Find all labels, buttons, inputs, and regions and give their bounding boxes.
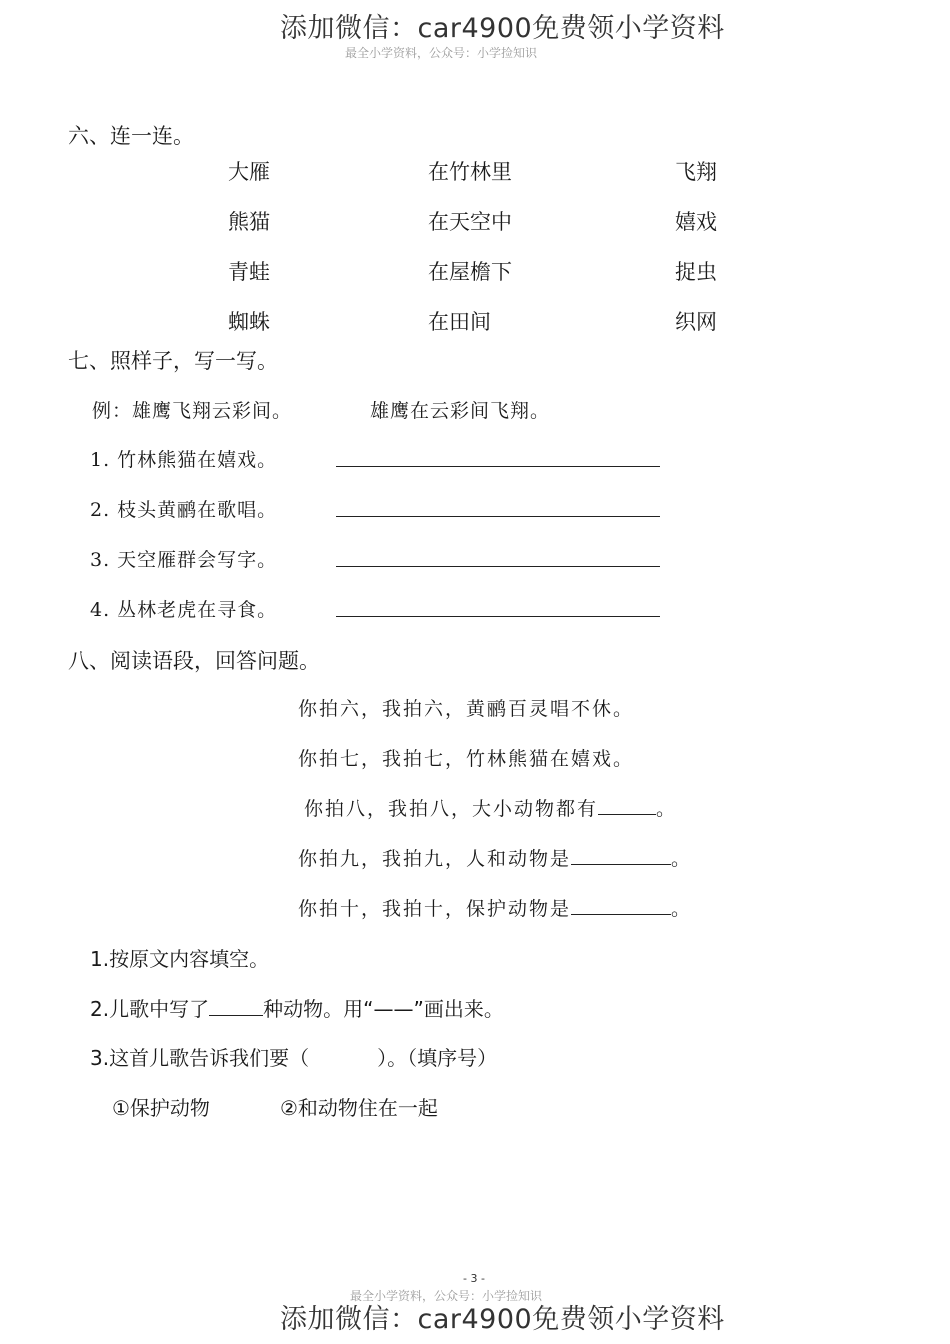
match-right-item: 飞翔: [675, 160, 717, 184]
question-1: 1.按原文内容填空。: [90, 947, 270, 971]
question-3: [90, 1042, 497, 1071]
poem-line-with-blank: [298, 844, 692, 871]
footer-ghost-text: 最全小学资料，公众号：小学捡知识: [350, 1289, 543, 1303]
answer-line[interactable]: [336, 466, 660, 467]
rewrite-item: 4. 丛林老虎在寻食。: [90, 599, 278, 621]
match-left-item: 大雁: [228, 160, 270, 184]
question-2-pre: 2.儿歌中写了: [90, 997, 210, 1021]
poem-text: 你拍十，我拍十，保护动物是: [298, 898, 572, 920]
question-3-pre: 3.这首儿歌告诉我们要（: [90, 1046, 310, 1070]
rewrite-item: 2. 枝头黄鹂在歌唱。: [90, 499, 278, 521]
question-2: [90, 993, 504, 1022]
match-left-item: 蜘蛛: [228, 310, 270, 334]
poem-text: 你拍九，我拍九，人和动物是: [298, 848, 572, 870]
match-middle-item: 在天空中: [428, 210, 512, 234]
section-6-title: 六、连一连。: [68, 124, 194, 148]
option-2: ②和动物住在一起: [280, 1096, 438, 1120]
fill-blank[interactable]: [571, 896, 671, 915]
section-7-title: 七、照样子，写一写。: [68, 349, 278, 373]
bottom-banner: 添加微信：car4900免费领小学资料: [280, 1304, 725, 1335]
rewrite-item: 1. 竹林熊猫在嬉戏。: [90, 449, 278, 471]
match-middle-item: 在屋檐下: [428, 260, 512, 284]
top-banner: 添加微信：car4900免费领小学资料: [280, 13, 725, 44]
question-3-post: ）。（填序号）: [377, 1046, 498, 1070]
match-middle-item: 在田间: [428, 310, 491, 334]
match-right-item: 织网: [675, 310, 717, 334]
fill-blank[interactable]: [209, 997, 263, 1016]
match-right-item: 嬉戏: [675, 210, 717, 234]
question-2-post: 种动物。用“——”画出来。: [263, 997, 504, 1021]
answer-line[interactable]: [336, 616, 660, 617]
fill-blank[interactable]: [571, 846, 671, 865]
poem-end: 。: [671, 898, 693, 920]
match-right-item: 捉虫: [675, 260, 717, 284]
match-left-item: 熊猫: [228, 210, 270, 234]
example-answer: 雄鹰在云彩间飞翔。: [370, 400, 551, 422]
poem-line: 你拍七，我拍七，竹林熊猫在嬉戏。: [298, 748, 635, 770]
header-ghost-text: 最全小学资料，公众号：小学捡知识: [345, 46, 538, 60]
answer-line[interactable]: [336, 516, 660, 517]
match-left-item: 青蛙: [228, 260, 270, 284]
poem-line-with-blank: [298, 894, 692, 921]
poem-end: 。: [656, 798, 678, 820]
poem-line: 你拍六，我拍六，黄鹂百灵唱不休。: [298, 698, 635, 720]
fill-blank[interactable]: [598, 796, 656, 815]
poem-text: 你拍八，我拍八，大小动物都有: [304, 798, 599, 820]
match-middle-item: 在竹林里: [428, 160, 512, 184]
rewrite-item: 3. 天空雁群会写字。: [90, 549, 278, 571]
poem-line-with-blank: [304, 794, 677, 821]
poem-end: 。: [671, 848, 693, 870]
option-1: ①保护动物: [112, 1096, 210, 1120]
answer-line[interactable]: [336, 566, 660, 567]
section-8-title: 八、阅读语段，回答问题。: [68, 649, 320, 673]
page-number: - 3 -: [463, 1272, 485, 1285]
example-sentence: 例：雄鹰飞翔云彩间。: [92, 400, 293, 422]
